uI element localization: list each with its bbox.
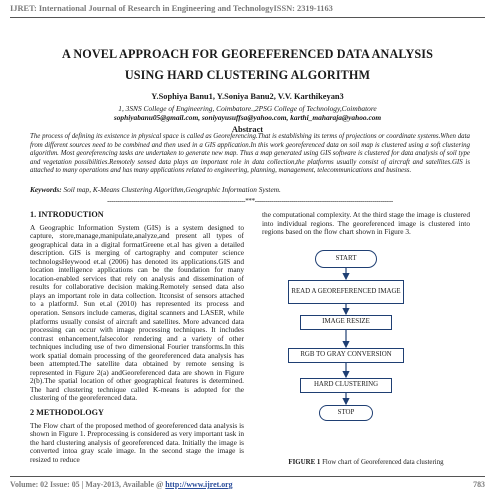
flow-step-hard-clustering: HARD CLUSTERING	[300, 378, 392, 393]
header-divider	[10, 17, 485, 18]
footer-divider	[10, 476, 485, 477]
methodology-heading: 2 METHODOLOGY	[30, 408, 104, 418]
left-column	[30, 211, 244, 470]
journal-header: IJRET: International Journal of Research in Engineering and TechnologyISSN: 2319-1163	[10, 4, 333, 13]
title-line-2: USING HARD CLUSTERING ALGORITHM	[124, 68, 371, 82]
abstract-heading: Abstract	[231, 125, 264, 134]
journal-url-link[interactable]: http://www.ijret.org	[165, 480, 233, 489]
flowchart	[262, 246, 470, 446]
page-footer	[10, 480, 485, 489]
affiliation-line: 1, 3SNS College of Engineering, Coimbatore.,2PSG College of Technology,Coimbatore	[118, 104, 377, 113]
keywords-label: Keywords:	[30, 185, 62, 194]
section-separator: --------------------------------------------------------------------***--------------------------------------------------------------------	[107, 197, 393, 205]
right-column	[262, 211, 470, 243]
title-line-1: A NOVEL APPROACH FOR GEOREFERENCED DATA ANALYSIS	[62, 47, 433, 61]
author-list	[10, 92, 485, 101]
flow-step-start: START	[315, 250, 377, 268]
author-emails: sophiyabanu05@gmail.com, soniyayusuffsa@yahoo.com, karthi_maharaja@yahoo.com	[113, 113, 382, 123]
figure-label: FIGURE 1	[288, 459, 321, 466]
abstract-text: The process of defining its existence in physical space is called as Georeferencing.That is establishing its terms of projections or coordinate systems.When data from different sources need to be combined and then used in a GIS application.In this work georeferenced data on soil map is clustered using a soft clustering algorithm. Most georeferencing tasks are undertaken to generate new map. Thus a map generated using GIS software is clustered for data analysis of soil type and vegetation possibilities.Remotely sensed data plays an important role in data collection,the platforms usually consist of aircraft and satellites.GIS is attached to many operations and has many applications related to engineering, planning, management, telecommunications and business.	[30, 133, 470, 174]
flow-step-stop: STOP	[319, 405, 373, 421]
flow-step-read-image: READ A GEOREFERENCED IMAGE	[288, 280, 404, 304]
affiliations	[10, 104, 485, 123]
page-number: 783	[473, 480, 485, 489]
flow-step-rgb-to-gray: RGB TO GRAY CONVERSION	[288, 348, 404, 363]
figure-caption	[262, 459, 470, 466]
introduction-text: A Geographic Information System (GIS) is a system designed to capture, store,manage,manipulate,analyze,and present all types of geographical data in a digital formatGreene et.al has given a detailed description. GIS is merging of cartography and computer science technologsHeywood et.al (2006) has denoted its applications.GIS and location intelligence applications can be the foundation for many location-enabled services that rely on analysis and dissemination of results for collaborative decision making.Remotely sensed data also plays an important role in data collection. Itconsist of sensors attached to a platformJ. Sun et.al (2010) has represented its process and operation. Sensors include cameras, digital scanners and LASER, while platforms usually consist of aircraft and satellites. More advanced data processing can occur with image processing techniques. It includes contrast enhancement,falsecolor rendering and a variety of other techniques including use of two dimensional Fourier transforms.In this work spatial domain processing of the georeferenced data analysis has been attempted.The satellite data obtained by remote sensing is represented in Figure 2(a) andGeoreferenced data are shown in Figure 2(b).The spatial location of other geographical features is determined. The hard clustering technique called K-means is adopted for the clustering of the georeferenced data.	[30, 222, 244, 403]
flow-step-image-resize: IMAGE RESIZE	[300, 315, 392, 330]
keywords	[30, 185, 470, 194]
methodology-text: The Flow chart of the proposed method of georeferenced data analysis is shown in Figure 1. Preprocessing is considered as very important task in the hard clustering analysis of georeferenced data. Initially the image is converted intoa gray scale image. In the second stage the image is resized to reduce	[30, 420, 244, 464]
right-column-text: the computational complexity. At the third stage the image is clustered into individual regions. The georeferenced image is clustered into regions based on the flow chart shown in Figure 3.	[262, 210, 470, 237]
footer-volume-info: Volume: 02 Issue: 05 | May-2013, Available @	[10, 480, 166, 489]
introduction-heading: 1. INTRODUCTION	[30, 210, 104, 219]
author-names: Y.Sophiya Banu1, Y.Soniya Banu2, V.V. Karthikeyan3	[151, 92, 344, 101]
paper-title	[10, 44, 485, 86]
figure-caption-text: Flow chart of Georeferenced data clustering	[320, 459, 444, 466]
keywords-text: Soil map, K-Means Clustering Algorithm,Geographic Information System.	[61, 185, 281, 194]
